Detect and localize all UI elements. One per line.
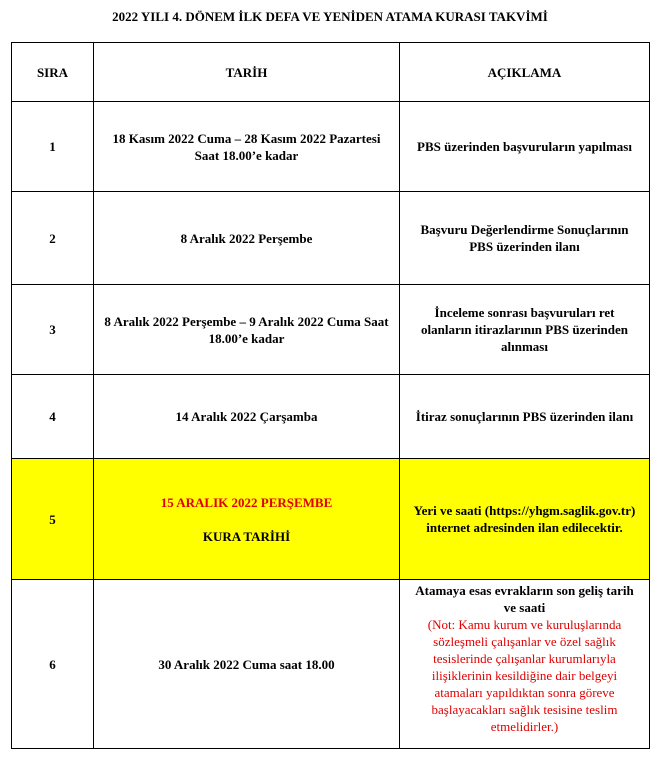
row-number: 6	[12, 580, 94, 749]
table-row	[12, 102, 650, 192]
row-date: 30 Aralık 2022 Cuma saat 18.00	[94, 580, 400, 749]
header-tarih: TARİH	[94, 43, 400, 102]
row-date: 14 Aralık 2022 Çarşamba	[94, 375, 400, 459]
row-number: 2	[12, 192, 94, 285]
row-description: İtiraz sonuçlarının PBS üzerinden ilanı	[400, 375, 650, 459]
row-number: 1	[12, 102, 94, 192]
row-description: Yeri ve saati (https://yhgm.saglik.gov.tr) internet adresinden ilan edilecektir.	[400, 459, 650, 580]
row-description	[400, 580, 650, 749]
row-number: 3	[12, 285, 94, 375]
schedule-table	[11, 42, 650, 749]
row-date	[94, 459, 400, 580]
header-sira: SIRA	[12, 43, 94, 102]
draw-date-label: KURA TARİHİ	[202, 528, 291, 544]
row-date: 8 Aralık 2022 Perşembe	[94, 192, 400, 285]
document-title: 2022 YILI 4. DÖNEM İLK DEFA VE YENİDEN ATAMA KURASI TAKVİMİ	[112, 9, 548, 24]
table-header-row	[12, 43, 650, 102]
row-description-text: Atamaya esas evrakların son geliş tarih ve saati	[415, 583, 634, 615]
row-date: 8 Aralık 2022 Perşembe – 9 Aralık 2022 Cuma Saat 18.00’e kadar	[94, 285, 400, 375]
row-number: 5	[12, 459, 94, 580]
row-number: 4	[12, 375, 94, 459]
highlighted-row	[12, 459, 650, 580]
row-description: PBS üzerinden başvuruların yapılması	[400, 102, 650, 192]
row-note-text: (Not: Kamu kurum ve kuruluşlarında sözleşmeli çalışanlar ve özel sağlık tesislerinde çalışanlar kurumlarıyla ilişiklerinin kesildiğine dair belgeyi atamaları yapıldıktan sonra göreve başlayacakları sağlık tesisine teslim etmelidirler.)	[427, 617, 622, 734]
table-row	[12, 580, 650, 749]
row-description: İnceleme sonrası başvuruları ret olanların itirazlarının PBS üzerinden alınması	[400, 285, 650, 375]
table-row	[12, 375, 650, 459]
row-date: 18 Kasım 2022 Cuma – 28 Kasım 2022 Pazartesi Saat 18.00’e kadar	[94, 102, 400, 192]
table-row	[12, 285, 650, 375]
draw-date-text: 15 ARALIK 2022 PERŞEMBE	[160, 494, 333, 510]
row-description: Başvuru Değerlendirme Sonuçlarının PBS üzerinden ilanı	[400, 192, 650, 285]
header-aciklama: AÇIKLAMA	[400, 43, 650, 102]
table-row	[12, 192, 650, 285]
